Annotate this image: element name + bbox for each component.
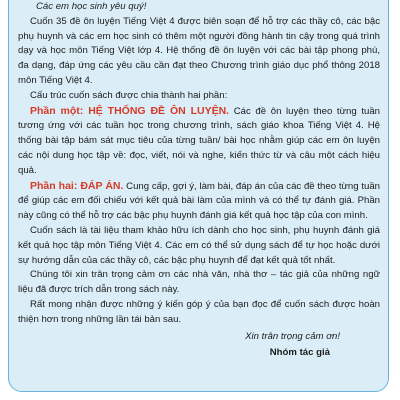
structure-paragraph: Cấu trúc cuốn sách được chia thành hai phần: xyxy=(30,89,228,101)
part-one-text: Các đề ôn luyện theo từng tuần tương ứng với các tuần học trong chương trình, sách giáo khoa Tiếng Việt 4. Hệ thống bài tập bám sát mục tiêu của từng tuần/ bài học nhằm giúp các em ôn luyện các nội dung học tập về: đọc, viết, nói và nghe, kiến thức từ và câu một cách hiệu quả. xyxy=(18,105,380,176)
usage-paragraph: Cuốn sách là tài liệu tham khảo hữu ích dành cho học sinh, phụ huynh đánh giá kết quả học tập môn Tiếng Việt 4. Các em có thể sử dụng sách để tự học hoặc dưới sự hướng dẫn của các thầy cô, các bậc phụ huynh để đạt kết quả tốt nhất. xyxy=(18,224,380,266)
thanks-paragraph: Chúng tôi xin trân trọng cảm ơn các nhà văn, nhà thơ – tác giả của những ngữ liệu đã được trích dẫn trong sách này. xyxy=(18,269,380,296)
intro-paragraph: Cuốn 35 đề ôn luyện Tiếng Việt 4 được biên soạn để hỗ trợ các thầy cô, các bậc phụ huynh và các em học sinh có thêm một người đồng hành tin cậy trong quá trình dạy và học môn Tiếng Việt lớp 4. Hệ thống đề ôn luyện với các bài tập phong phú, đa dạng, đáp ứng các yêu cầu cần đạt theo Chương trình giáo dục phổ thông 2018 môn Tiếng Việt 4. xyxy=(18,15,380,86)
feedback-paragraph: Rất mong nhận được những ý kiến góp ý của bạn đọc để cuốn sách được hoàn thiện hơn trong những lần tái bản sau. xyxy=(18,298,380,325)
part-two-heading: Phần hai: ĐÁP ÁN. xyxy=(30,179,124,192)
part-two-text: Cung cấp, gợi ý, làm bài, đáp án của các đề theo từng tuần để giúp các em đối chiếu với kết quả bài làm của mình và có thể tự đánh giá. Phần này cũng có thể hỗ trợ các bậc phụ huynh đánh giá kết quả học tập của con mình. xyxy=(18,180,381,222)
preface-text xyxy=(18,0,380,361)
closing-line: Xin trân trọng cảm ơn! xyxy=(245,330,340,342)
part-one-paragraph xyxy=(18,104,380,179)
greeting: Các em học sinh yêu quý! xyxy=(36,1,147,12)
signature: Nhóm tác giả xyxy=(269,347,330,359)
part-two-paragraph xyxy=(18,179,380,224)
part-one-heading: Phần một: HỆ THỐNG ĐỀ ÔN LUYỆN. xyxy=(30,104,230,117)
